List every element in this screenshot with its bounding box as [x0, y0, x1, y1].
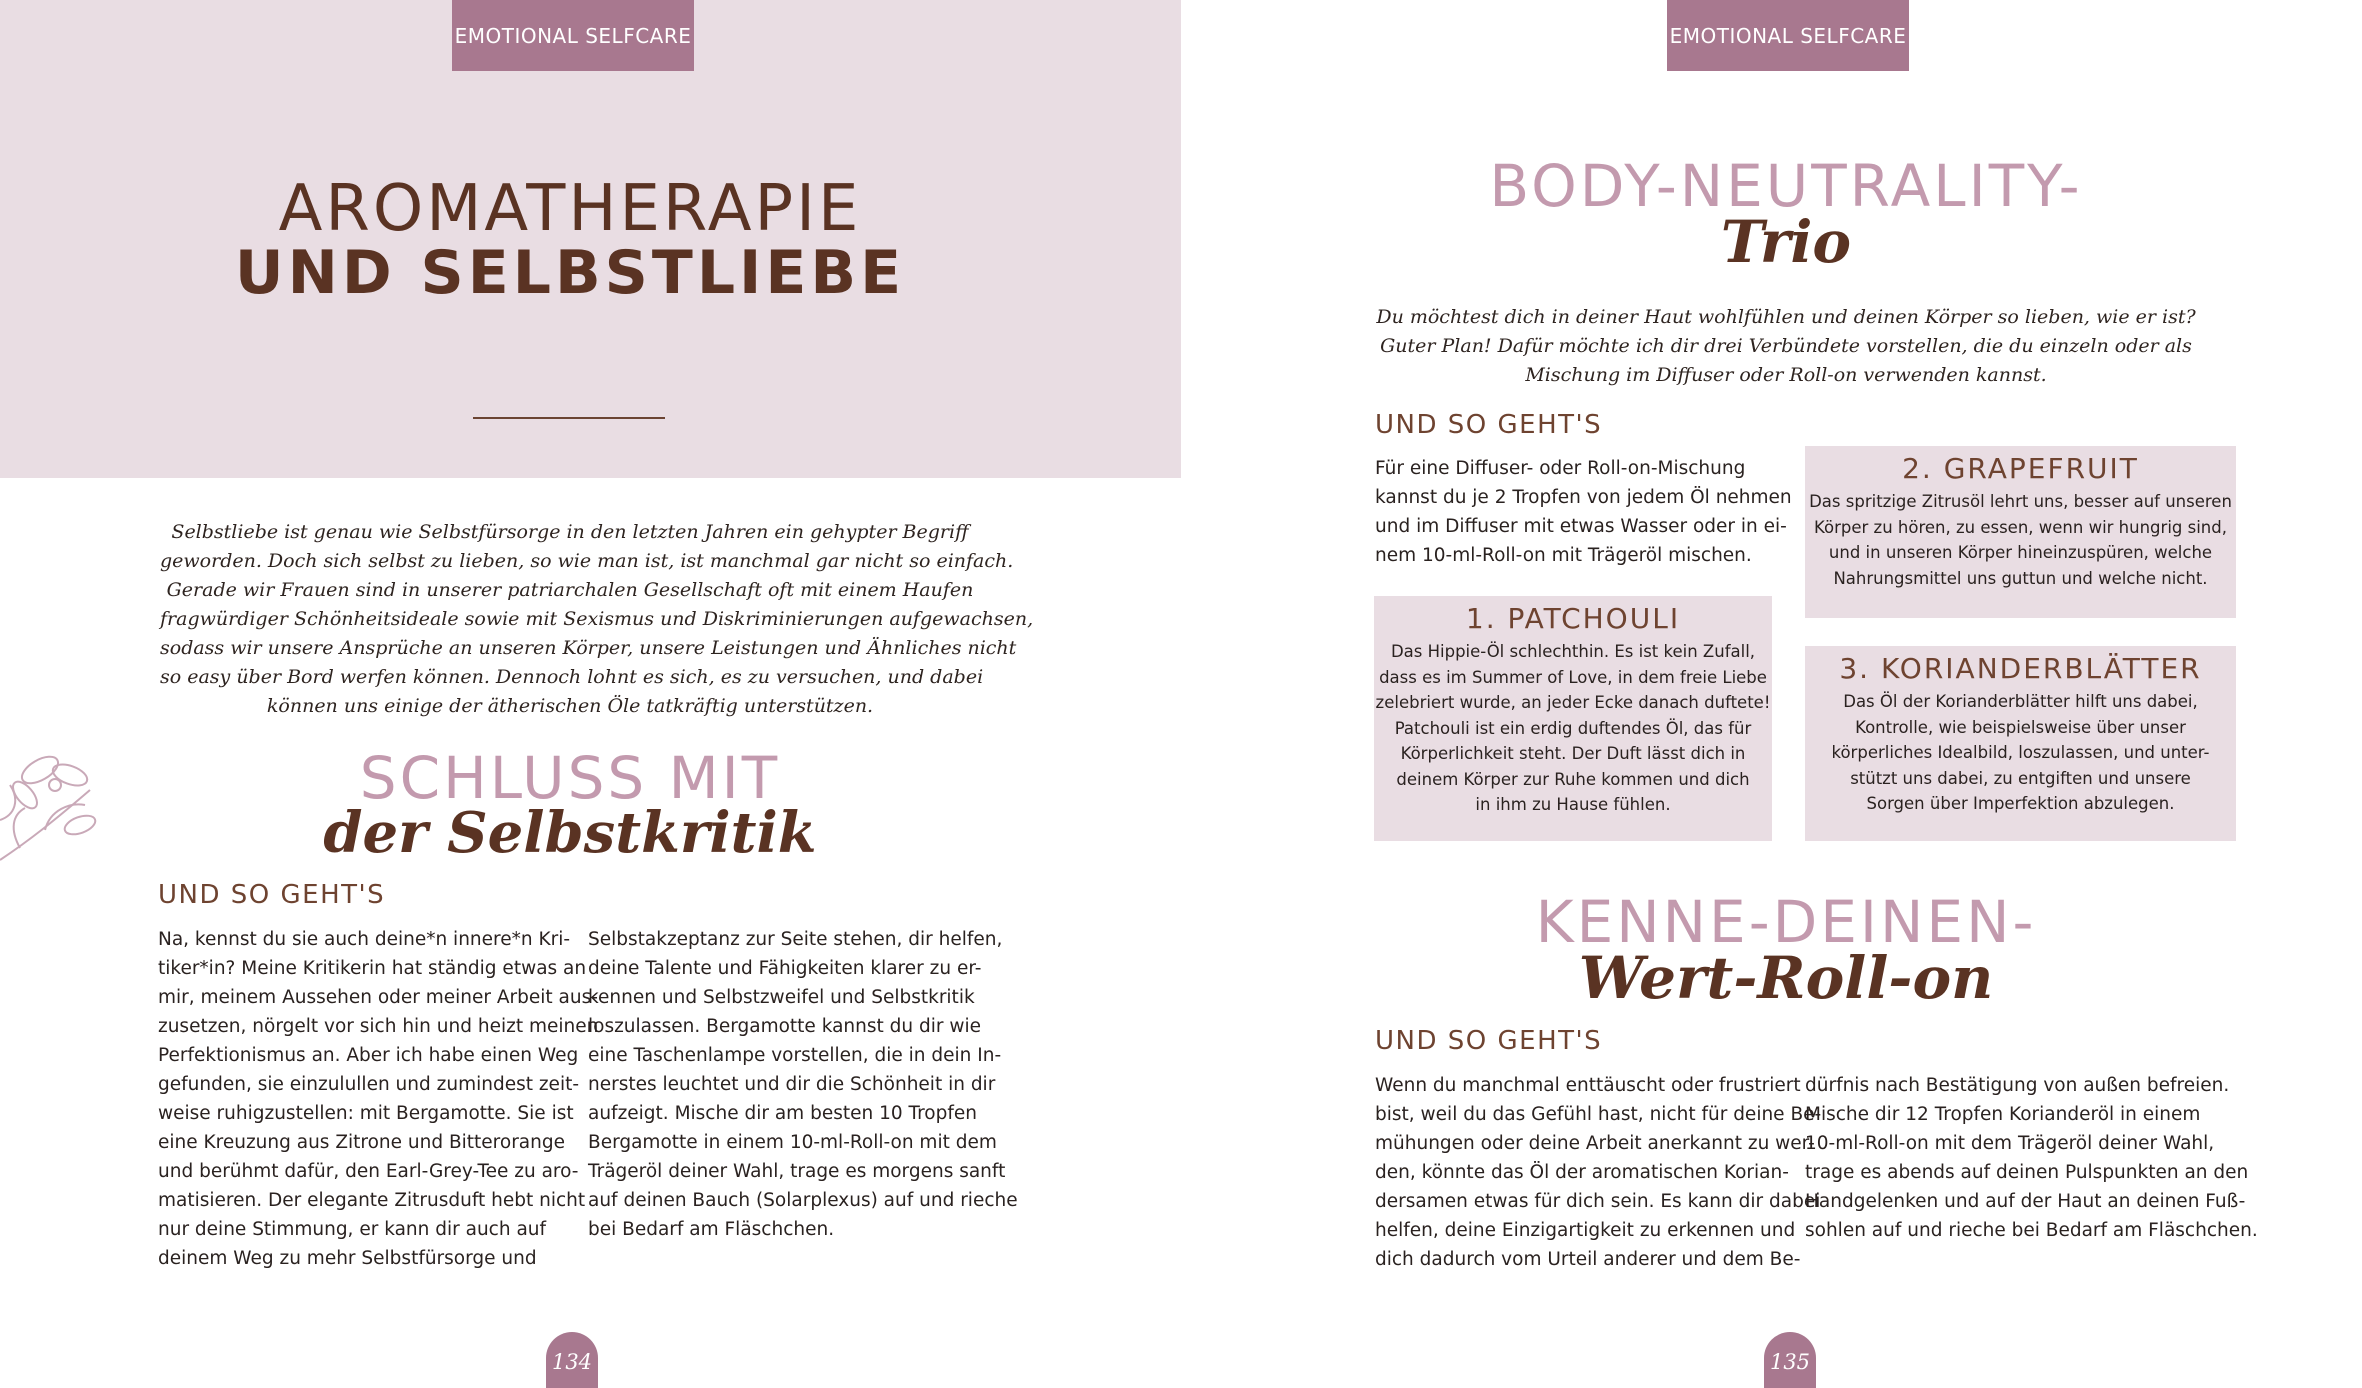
- intro-line: Guter Plan! Dafür möchte ich dir drei Verbündete vorstellen, die du einzeln oder als: [1380, 335, 2192, 357]
- card-line: Körperlichkeit steht. Der Duft lässt dich in: [1400, 744, 1746, 763]
- intro-line: geworden. Doch sich selbst zu lieben, so wie man ist, ist manchmal gar nicht so einfach.: [160, 550, 1014, 572]
- body-line: aufzeigt. Mische dir am besten 10 Tropfen: [588, 1103, 977, 1124]
- oil-card-title: 3. KORIANDERBLÄTTER: [1839, 652, 2202, 685]
- body-line: Handgelenken und auf der Haut an deinen Fuß-: [1805, 1191, 2246, 1212]
- card-line: Patchouli ist ein erdig duftendes Öl, das für: [1394, 718, 1752, 738]
- body-line: bist, weil du das Gefühl hast, nicht für deine Be-: [1375, 1104, 1822, 1125]
- section-tag: EMOTIONAL SELFCARE: [1667, 0, 1909, 71]
- intro-line: so easy über Bord werfen können. Dennoch lohnt es sich, es zu versuchen, und dabei: [160, 666, 984, 688]
- body-line: Mische dir 12 Tropfen Korianderöl in einem: [1805, 1104, 2201, 1125]
- card-line: Das Hippie-Öl schlechthin. Es ist kein Zufall,: [1390, 642, 1756, 661]
- body-line: Selbstakzeptanz zur Seite stehen, dir helfen,: [588, 929, 1003, 950]
- section2-subhead: UND SO GEHT'S: [1375, 1026, 1603, 1056]
- page-number: 134: [546, 1332, 598, 1388]
- section1-title-line2: Trio: [1720, 208, 1852, 276]
- oil-card-text: [1805, 689, 2236, 817]
- body-line: kannst du je 2 Tropfen von jedem Öl nehmen: [1375, 487, 1792, 508]
- card-line: Nahrungsmittel uns guttun und welche nicht.: [1833, 568, 2208, 588]
- oil-card-korianderblaetter: [1805, 646, 2236, 841]
- card-line: Sorgen über Imperfektion abzulegen.: [1866, 794, 2175, 813]
- body-line: trage es abends auf deinen Pulspunkten an den: [1805, 1162, 2249, 1183]
- section1-title-line1: BODY-NEUTRALITY-: [1489, 152, 2083, 220]
- card-line: Körper zu hören, zu essen, wenn wir hungrig sind,: [1814, 517, 2227, 537]
- intro-line: Du möchtest dich in deiner Haut wohlfühlen und deinen Körper so lieben, wie er ist?: [1376, 306, 2196, 328]
- section1-intro: [1351, 303, 2221, 390]
- intro-line: fragwürdiger Schönheitsideale sowie mit Sexismus und Diskriminierungen aufgewachsen,: [160, 608, 1034, 630]
- intro-paragraph: [160, 518, 1034, 721]
- card-line: in ihm zu Hause fühlen.: [1475, 795, 1671, 814]
- section2-body-column-2: [1805, 1071, 2258, 1245]
- body-line: eine Kreuzung aus Zitrone und Bitterorange: [158, 1132, 565, 1153]
- title-divider: [473, 417, 665, 419]
- intro-line: Selbstliebe ist genau wie Selbstfürsorge in den letzten Jahren ein gehypter Begriff: [171, 521, 969, 543]
- body-line: Perfektionismus an. Aber ich habe einen Weg: [158, 1045, 579, 1066]
- card-line: körperliches Idealbild, loszulassen, und unter-: [1831, 743, 2210, 762]
- body-line: nur deine Stimmung, er kann dir auch auf: [158, 1219, 547, 1240]
- oil-card-text: [1374, 639, 1772, 818]
- oil-card-patchouli: [1374, 596, 1772, 841]
- body-line: deine Talente und Fähigkeiten klarer zu er-: [588, 958, 982, 979]
- oil-card-title: 2. GRAPEFRUIT: [1902, 452, 2139, 485]
- body-line: zusetzen, nörgelt vor sich hin und heizt meinen: [158, 1016, 599, 1037]
- body-line: mühungen oder deine Arbeit anerkannt zu wer-: [1375, 1133, 1815, 1154]
- section-title-line1: SCHLUSS MIT: [359, 744, 781, 812]
- card-line: Kontrolle, wie beispielsweise über unser: [1855, 717, 2186, 737]
- body-line: eine Taschenlampe vorstellen, die in dein In-: [588, 1045, 1002, 1066]
- card-line: zelebriert wurde, an jeder Ecke danach duftete!: [1375, 693, 1771, 712]
- intro-line: Mischung im Diffuser oder Roll-on verwenden kannst.: [1525, 364, 2047, 386]
- body-line: mir, meinem Aussehen oder meiner Arbeit aus-: [158, 987, 598, 1008]
- oil-card-title: 1. PATCHOULI: [1465, 602, 1681, 635]
- card-line: und in unseren Körper hineinzuspüren, welche: [1828, 543, 2213, 562]
- oil-card-text: [1805, 489, 2236, 591]
- body-line: nem 10-ml-Roll-on mit Trägeröl mischen.: [1375, 545, 1752, 566]
- body-line: Trägeröl deiner Wahl, trage es morgens sanft: [588, 1161, 1006, 1182]
- card-line: deinem Körper zur Ruhe kommen und dich: [1396, 769, 1750, 789]
- intro-line: können uns einige der ätherischen Öle tatkräftig unterstützen.: [266, 695, 874, 717]
- how-to-subhead: UND SO GEHT'S: [158, 880, 386, 910]
- section2-title-line2: Wert-Roll-on: [1578, 944, 1994, 1012]
- body-line: kennen und Selbstzweifel und Selbstkritik: [588, 987, 975, 1008]
- card-line: Das spritzige Zitrusöl lehrt uns, besser auf unseren: [1809, 492, 2232, 511]
- section1-body: [1375, 454, 1792, 570]
- body-line: dich dadurch vom Urteil anderer und dem Be-: [1375, 1249, 1801, 1270]
- body-line: helfen, deine Einzigartigkeit zu erkennen und: [1375, 1220, 1796, 1241]
- body-column-1: [158, 925, 599, 1273]
- body-line: Für eine Diffuser- oder Roll-on-Mischung: [1375, 458, 1746, 479]
- body-line: den, könnte das Öl der aromatischen Korian-: [1375, 1162, 1789, 1183]
- section1-subhead: UND SO GEHT'S: [1375, 410, 1603, 440]
- body-line: gefunden, sie einzulullen und zumindest zeit-: [158, 1074, 580, 1095]
- body-line: 10-ml-Roll-on mit dem Trägeröl deiner Wahl,: [1805, 1133, 2215, 1154]
- body-line: und im Diffuser mit etwas Wasser oder in ei-: [1375, 516, 1787, 537]
- intro-line: sodass wir unsere Ansprüche an unseren Körper, unsere Leistungen und Ähnliches nicht: [160, 637, 1017, 659]
- body-line: Na, kennst du sie auch deine*n innere*n Kri-: [158, 929, 571, 950]
- section-tag: EMOTIONAL SELFCARE: [452, 0, 694, 71]
- section2-body-column-1: [1375, 1071, 1822, 1274]
- body-line: dürfnis nach Bestätigung von außen befreien.: [1805, 1075, 2230, 1096]
- body-column-2: [588, 925, 1018, 1244]
- body-line: Bergamotte in einem 10-ml-Roll-on mit dem: [588, 1132, 997, 1153]
- body-line: bei Bedarf am Fläschchen.: [588, 1219, 835, 1240]
- body-line: auf deinen Bauch (Solarplexus) auf und rieche: [588, 1190, 1018, 1211]
- right-page: [1181, 0, 2362, 1388]
- oil-card-grapefruit: [1805, 446, 2236, 618]
- card-line: Das Öl der Korianderblätter hilft uns dabei,: [1843, 692, 2198, 711]
- intro-line: Gerade wir Frauen sind in unserer patriarchalen Gesellschaft oft mit einem Haufen: [166, 579, 974, 601]
- page-title-line1: AROMATHERAPIE: [278, 172, 862, 246]
- page-title-line2: UND SELBSTLIEBE: [234, 238, 906, 308]
- card-line: stützt uns dabei, zu entgiften und unsere: [1850, 768, 2191, 788]
- body-line: deinem Weg zu mehr Selbstfürsorge und: [158, 1248, 537, 1269]
- body-line: weise ruhigzustellen: mit Bergamotte. Sie ist: [158, 1103, 574, 1124]
- body-line: nerstes leuchtet und dir die Schönheit in dir: [588, 1074, 996, 1095]
- card-line: dass es im Summer of Love, in dem freie Liebe: [1379, 667, 1767, 687]
- body-line: dersamen etwas für dich sein. Es kann dir dabei: [1375, 1191, 1821, 1212]
- body-line: tiker*in? Meine Kritikerin hat ständig etwas an: [158, 958, 587, 979]
- section2-title-line1: KENNE-DEINEN-: [1535, 888, 2037, 956]
- section-title-line2: der Selbstkritik: [323, 800, 817, 866]
- body-line: loszulassen. Bergamotte kannst du dir wie: [588, 1016, 982, 1037]
- page-number: 135: [1764, 1332, 1816, 1388]
- body-line: Wenn du manchmal enttäuscht oder frustriert: [1375, 1075, 1801, 1096]
- body-line: sohlen auf und rieche bei Bedarf am Fläschchen.: [1805, 1220, 2258, 1241]
- body-line: matisieren. Der elegante Zitrusduft hebt nicht: [158, 1190, 586, 1211]
- body-line: und berühmt dafür, den Earl-Grey-Tee zu aro-: [158, 1161, 579, 1182]
